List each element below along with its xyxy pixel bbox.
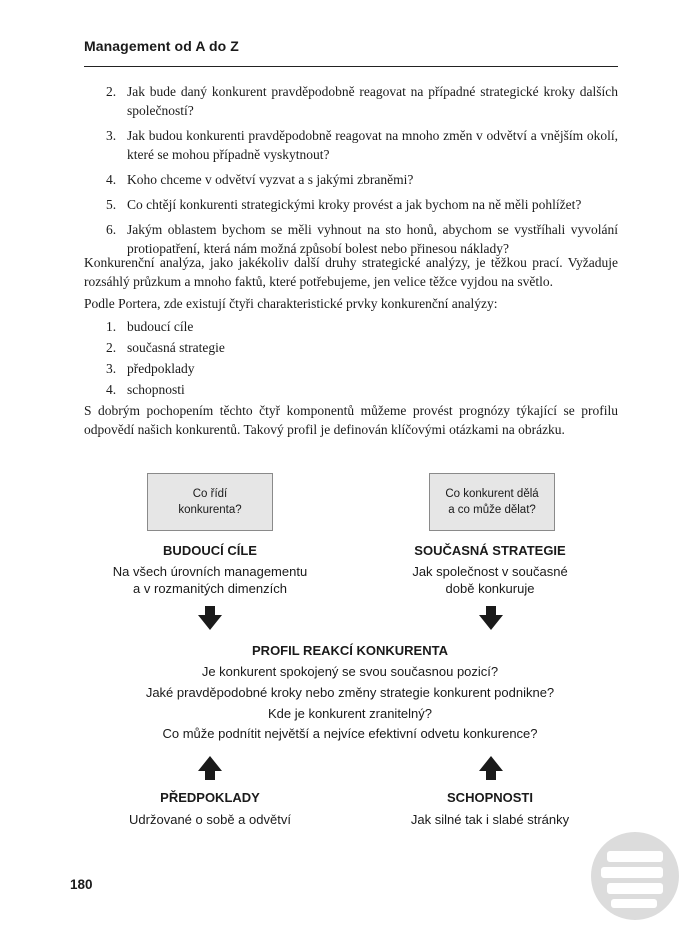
books-logo-icon: [585, 826, 685, 926]
profile-question: Co může podnítit největší a nejvíce efektivní odvetu konkurence?: [162, 726, 538, 741]
item-text: současná strategie: [127, 340, 225, 355]
item-text: Jak budou konkurenti pravděpodobně reagovat na mnoho změn v odvětví a vnějším okolí, které se mohou případně vyskytnout?: [127, 128, 618, 162]
arrow-down-icon: [198, 606, 222, 630]
page-number: 180: [70, 877, 93, 892]
profile-heading: PROFIL REAKCÍ KONKURENTA: [252, 643, 448, 658]
list-item: [84, 359, 618, 378]
current-strategy-desc: [370, 563, 610, 597]
item-number: 3.: [106, 361, 117, 376]
header-rule: [84, 66, 618, 67]
arrow-up-icon: [198, 756, 222, 780]
paragraph-porter: Podle Portera, zde existují čtyři charakteristické prvky konkurenční analýzy:: [84, 296, 498, 311]
box-line: konkurenta?: [178, 504, 242, 516]
profile-question: Kde je konkurent zranitelný?: [267, 706, 433, 721]
current-strategy-heading: SOUČASNÁ STRATEGIE: [414, 543, 566, 558]
item-number: 2.: [106, 340, 117, 355]
item-text: Koho chceme v odvětví vyzvat a s jakými zbraněmi?: [127, 172, 414, 187]
box-line: a co může dělat?: [448, 504, 536, 516]
profile-question: Je konkurent spokojený se svou současnou pozicí?: [201, 664, 499, 679]
running-header: Management od A do Z: [84, 38, 239, 54]
list-item: [84, 170, 618, 189]
elements-list: [84, 317, 618, 401]
item-text: schopnosti: [127, 382, 185, 397]
desc-line: Jak společnost v současné: [412, 564, 568, 579]
desc-line: Na všech úrovních managementu: [112, 564, 308, 579]
item-number: 1.: [106, 319, 117, 334]
item-text: Jak bude daný konkurent pravděpodobně reagovat na případné strategické kroky dalších společností?: [127, 84, 618, 118]
paragraph-profile: S dobrým pochopením těchto čtyř komponentů můžeme provést prognózy týkající se profilu odpovědí našich konkurentů. Takový profil je definován klíčovými otázkami na obrázku.: [84, 403, 618, 437]
future-goals-desc: [90, 563, 330, 597]
item-number: 4.: [106, 172, 117, 187]
list-item: [84, 195, 618, 214]
question-box-drivers: [147, 473, 273, 531]
assumptions-desc: Udržované o sobě a odvětví: [129, 812, 291, 827]
item-text: Co chtějí konkurenti strategickými kroky provést a jak bychom na ně měli pohlížet?: [127, 197, 582, 212]
item-number: 4.: [106, 382, 117, 397]
capabilities-desc: Jak silné tak i slabé stránky: [410, 812, 570, 827]
item-number: 5.: [106, 197, 117, 212]
arrow-down-icon: [479, 606, 503, 630]
box-line: Co řídí: [192, 488, 228, 500]
list-item: [84, 126, 618, 164]
paragraph-analysis: Konkurenční analýza, jako jakékoliv další druhy strategické analýzy, je těžkou prací. Vyžaduje rozsáhlý průzkum a mnoho faktů, které potřebujeme, jen velice těžce vyjdou na světlo.: [84, 255, 618, 289]
item-number: 6.: [106, 222, 117, 237]
future-goals-heading: BUDOUCÍ CÍLE: [163, 543, 257, 558]
capabilities-heading: SCHOPNOSTI: [447, 790, 533, 805]
list-item: [84, 380, 618, 399]
item-text: budoucí cíle: [127, 319, 194, 334]
desc-line: době konkuruje: [445, 581, 535, 596]
profile-question: Jaké pravděpodobné kroky nebo změny strategie konkurent podnikne?: [145, 685, 555, 700]
list-item: [84, 317, 618, 336]
desc-line: a v rozmanitých dimenzích: [133, 581, 287, 596]
box-line: Co konkurent dělá: [445, 488, 539, 500]
question-box-actions: [429, 473, 555, 531]
item-number: 3.: [106, 128, 117, 143]
assumptions-heading: PŘEDPOKLADY: [160, 790, 260, 805]
item-text: předpoklady: [127, 361, 195, 376]
questions-list: [84, 82, 618, 264]
list-item: [84, 82, 618, 120]
arrow-up-icon: [479, 756, 503, 780]
item-text: Jakým oblastem bychom se měli vyhnout na sto honů, abychom se vystříhali vyvolání protiopatření, která nám možná způsobí bolest nebo přinesou náklady?: [127, 222, 618, 256]
list-item: [84, 338, 618, 357]
item-number: 2.: [106, 84, 117, 99]
